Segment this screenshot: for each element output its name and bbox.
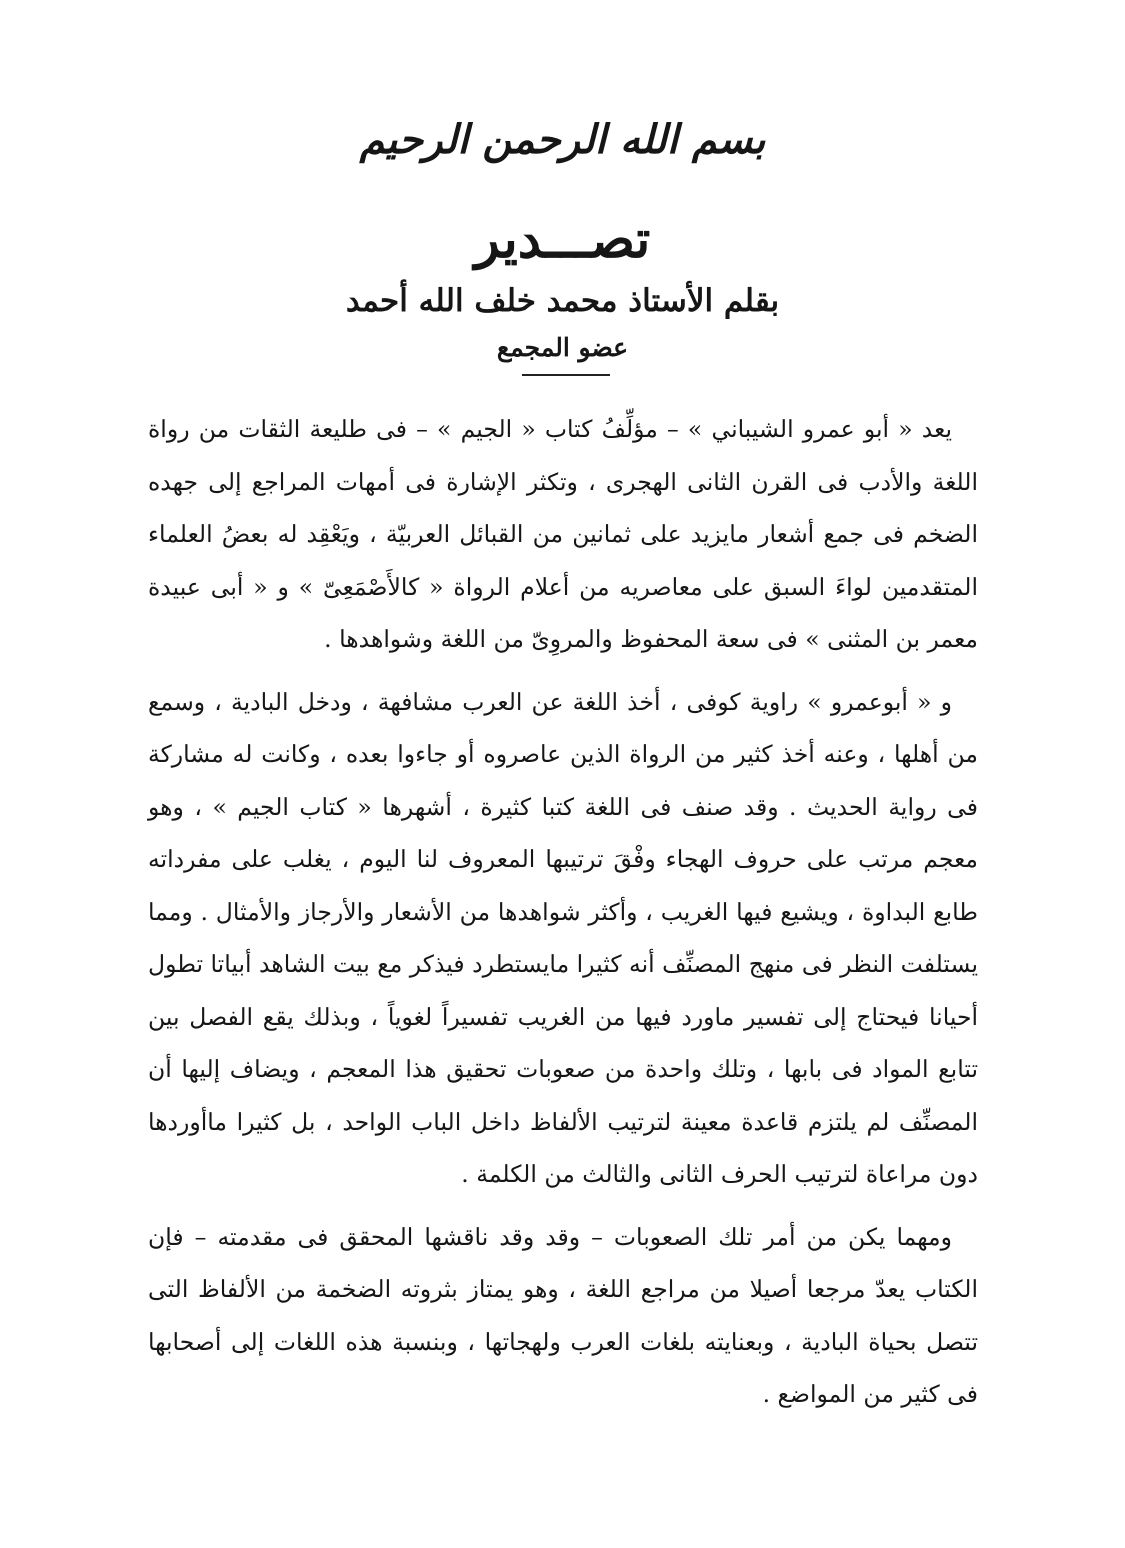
author-line: بقلم الأستاذ محمد خلف الله أحمد — [345, 283, 780, 319]
page-title: تصـــدير — [474, 209, 651, 270]
paragraph-3: ومهما يكن من أمر تلك الصعوبات – وقد وقد ناقشها المحقق فى مقدمته – فإن الكتاب يعدّ مرجعا أصيلا من مراجع اللغة ، وهو يمتاز بثروته الضخمة من الألفاظ التى تتصل بحياة البادية ، وبعنايته بلغات العرب ولهجاتها ، وبنسبة هذه اللغات إلى أصحابها فى كثير من المواضع . — [148, 1222, 978, 1408]
paragraph-2: و « أبوعمرو » راوية كوفى ، أخذ اللغة عن العرب مشافهة ، ودخل البادية ، وسمع من أهلها ، وعنه أخذ كثير من الرواة الذين عاصروه أو جاءوا بعده ، وكانت له مشاركة فى رواية الحديث . وقد صنف فى اللغة كتبا كثيرة ، أشهرها « كتاب الجيم » ، وهو معجم مرتب على حروف الهجاء وفْقَ ترتيبها المعروف لنا اليوم ، يغلب على مفرداته طابع البداوة ، ويشيع فيها الغريب ، وأكثر شواهدها من الأشعار والأرجاز والأمثال . ومما يستلفت النظر فى منهج المصنِّف أنه كثيرا مايستطرد فيذكر مع بيت الشاهد أبياتا تطول أحيانا فيحتاج إلى تفسير ماورد فيها من الغريب تفسيراً لغوياً ، وبذلك يقع الفصل بين تتابع المواد فى بابها ، وتلك واحدة من صعوبات تحقيق هذا المعجم ، ويضاف إليها أن المصنِّف لم يلتزم قاعدة معينة لترتيب الألفاظ داخل الباب الواحد ، بل كثيرا ماأوردها دون مراعاة لترتيب الحرف الثانى والثالث من الكلمة . — [148, 687, 979, 1188]
body-text — [148, 403, 978, 1421]
basmala-heading: بسم الله الرحمن الرحيم — [359, 116, 766, 163]
separator-rule — [522, 374, 610, 376]
paragraph-1: يعد « أبو عمرو الشيباني » – مؤلِّفُ كتاب « الجيم » – فى طليعة الثقات من رواة اللغة والأدب فى القرن الثانى الهجرى ، وتكثر الإشارة فى أمهات المراجع إلى جهده الضخم فى جمع أشعار مايزيد على ثمانين من القبائل العربيّة ، ويَعْقِد له بعضُ العلماء المتقدمين لواءَ السبق على معاصريه من أعلام الرواة « كالأَصْمَعِىّ » و « أبى عبيدة معمر بن المثنى » فى سعة المحفوظ والمروِىّ من اللغة وشواهدها . — [148, 415, 978, 653]
author-role: عضو المجمع — [496, 333, 629, 362]
